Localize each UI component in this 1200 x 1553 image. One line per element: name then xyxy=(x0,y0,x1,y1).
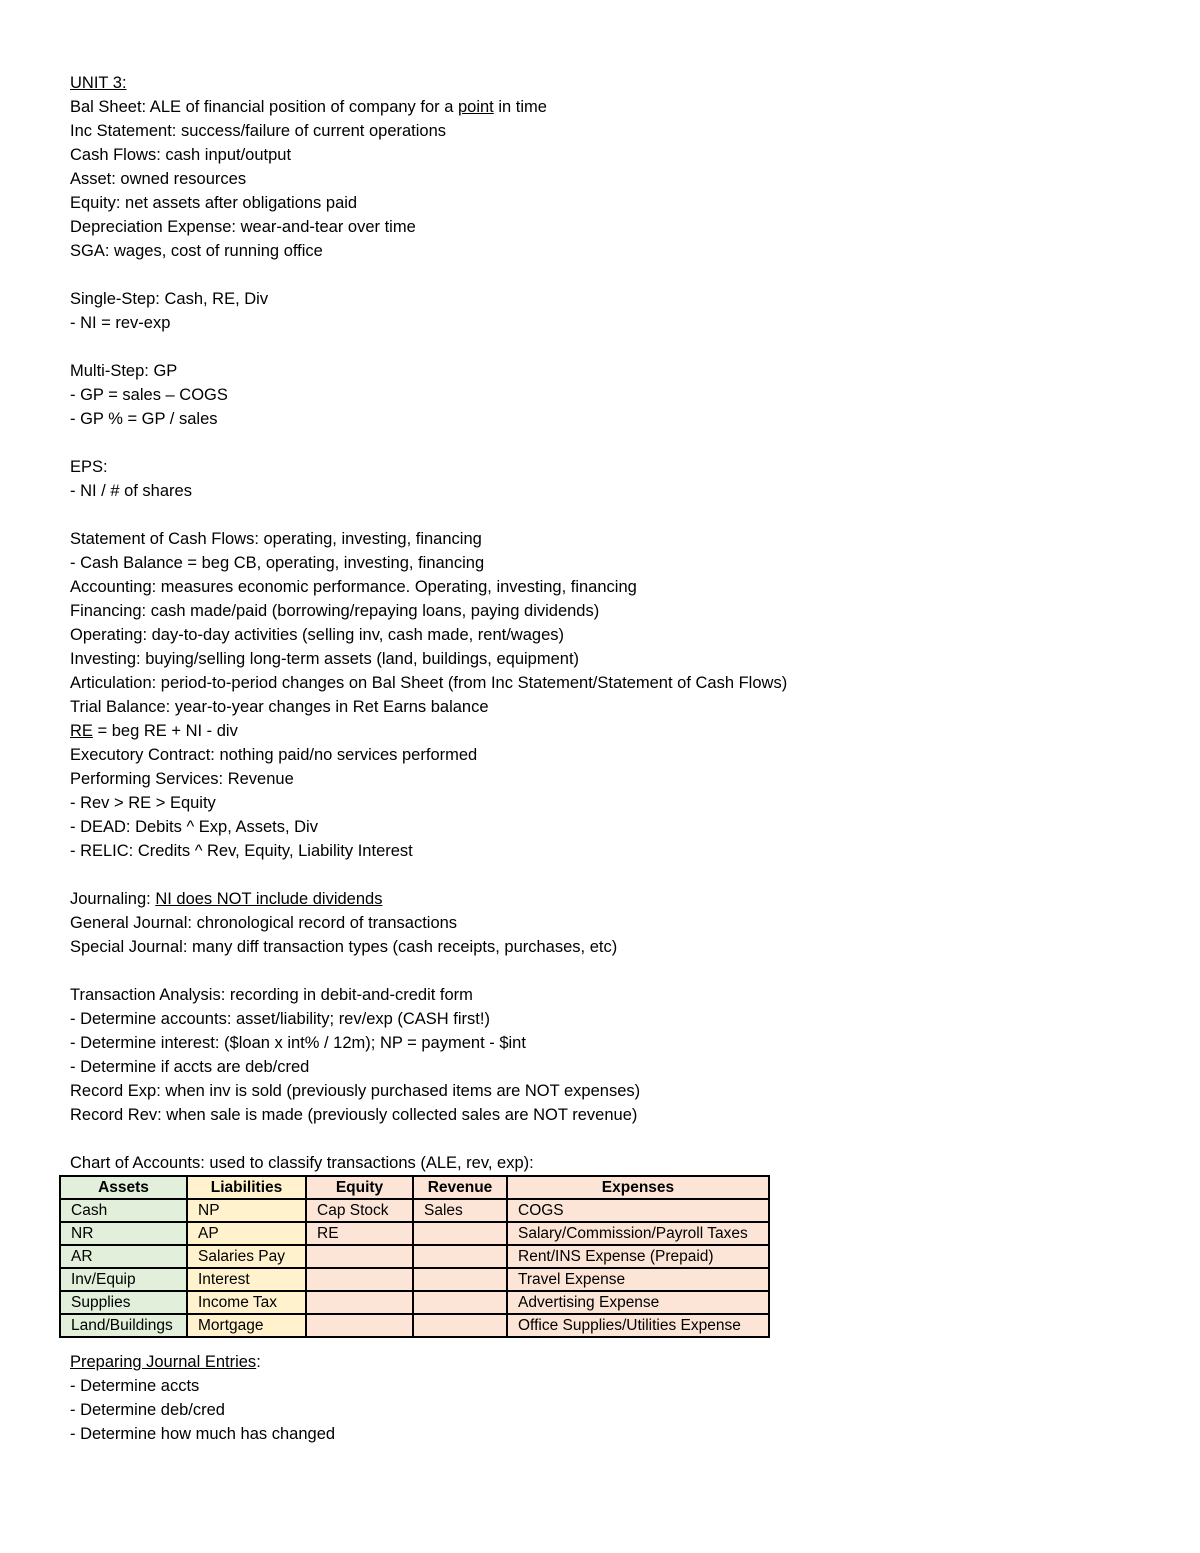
spacer xyxy=(70,431,1130,455)
bal-sheet-post: in time xyxy=(493,98,547,116)
header-assets: Assets xyxy=(60,1176,187,1199)
table-cell: Advertising Expense xyxy=(507,1291,769,1314)
table-cell xyxy=(413,1291,507,1314)
spacer xyxy=(70,335,1130,359)
bal-sheet-underline: point xyxy=(457,98,494,116)
table-cell: RE xyxy=(306,1222,413,1245)
journaling-line xyxy=(70,887,1130,911)
table-cell: Inv/Equip xyxy=(60,1268,187,1291)
note-line: - GP = sales – COGS xyxy=(70,386,228,404)
table-cell: Supplies xyxy=(60,1291,187,1314)
table-cell: Salaries Pay xyxy=(187,1245,306,1268)
spacer xyxy=(70,863,1130,887)
table-cell: NP xyxy=(187,1199,306,1222)
note-line: Trial Balance: year-to-year changes in Ret Earns balance xyxy=(70,698,489,716)
table-cell: Rent/INS Expense (Prepaid) xyxy=(507,1245,769,1268)
note-line: - Determine deb/cred xyxy=(70,1401,225,1419)
note-line: Inc Statement: success/failure of current operations xyxy=(70,122,447,140)
table-cell xyxy=(413,1314,507,1337)
table-cell xyxy=(413,1268,507,1291)
header-equity: Equity xyxy=(306,1176,413,1199)
re-formula: = beg RE + NI - div xyxy=(92,722,238,740)
note-line: - Determine interest: ($loan x int% / 12m); NP = payment - $int xyxy=(70,1034,526,1052)
table-cell xyxy=(413,1222,507,1245)
re-formula-line xyxy=(70,719,1130,743)
note-line: - NI = rev-exp xyxy=(70,314,171,332)
multi-step-heading: Multi-Step: GP xyxy=(70,362,178,380)
note-line: Operating: day-to-day activities (selling inv, cash made, rent/wages) xyxy=(70,626,565,644)
bal-sheet-pre: Bal Sheet: ALE of financial position of company for a xyxy=(70,98,458,116)
note-line: - Rev > RE > Equity xyxy=(70,794,216,812)
table-row xyxy=(60,1291,769,1314)
note-line: Special Journal: many diff transaction types (cash receipts, purchases, etc) xyxy=(70,938,618,956)
note-line: SGA: wages, cost of running office xyxy=(70,242,323,260)
table-cell: Travel Expense xyxy=(507,1268,769,1291)
chart-of-accounts-table xyxy=(59,1175,770,1338)
note-line: - Determine accounts: asset/liability; rev/exp (CASH first!) xyxy=(70,1010,490,1028)
table-row xyxy=(60,1268,769,1291)
note-line: Transaction Analysis: recording in debit-and-credit form xyxy=(70,986,473,1004)
bal-sheet-line xyxy=(70,95,1130,119)
table-cell: Land/Buildings xyxy=(60,1314,187,1337)
header-liabilities: Liabilities xyxy=(187,1176,306,1199)
table-header-row xyxy=(60,1176,769,1199)
spacer xyxy=(70,959,1130,983)
unit-title xyxy=(70,71,1130,95)
preparing-title: Preparing Journal Entries xyxy=(70,1353,257,1371)
preparing-colon: : xyxy=(256,1353,261,1371)
preparing-section xyxy=(70,1350,1130,1446)
table-cell: Office Supplies/Utilities Expense xyxy=(507,1314,769,1337)
table-row xyxy=(60,1199,769,1222)
note-line: Cash Flows: cash input/output xyxy=(70,146,292,164)
chart-of-accounts-title: Chart of Accounts: used to classify transactions (ALE, rev, exp): xyxy=(70,1154,534,1172)
journaling-pre: Journaling: xyxy=(70,890,156,908)
journaling-underline: NI does NOT include dividends xyxy=(155,890,383,908)
table-cell: AP xyxy=(187,1222,306,1245)
table-cell: Cap Stock xyxy=(306,1199,413,1222)
note-line: - NI / # of shares xyxy=(70,482,192,500)
note-line: Articulation: period-to-period changes on Bal Sheet (from Inc Statement/Statement of Cash Flows) xyxy=(70,674,788,692)
table-cell xyxy=(306,1314,413,1337)
note-line: - Cash Balance = beg CB, operating, investing, financing xyxy=(70,554,485,572)
note-line: Accounting: measures economic performance. Operating, investing, financing xyxy=(70,578,637,596)
table-cell xyxy=(306,1268,413,1291)
single-step-heading: Single-Step: Cash, RE, Div xyxy=(70,290,269,308)
note-line: Executory Contract: nothing paid/no services performed xyxy=(70,746,478,764)
table-cell: NR xyxy=(60,1222,187,1245)
unit-title-text: UNIT 3: xyxy=(70,74,127,92)
note-line: Record Exp: when inv is sold (previously purchased items are NOT expenses) xyxy=(70,1082,641,1100)
table-row xyxy=(60,1222,769,1245)
spacer xyxy=(70,263,1130,287)
table-cell: Salary/Commission/Payroll Taxes xyxy=(507,1222,769,1245)
eps-heading: EPS: xyxy=(70,458,108,476)
notes-document xyxy=(70,71,1130,1446)
note-line: Equity: net assets after obligations paid xyxy=(70,194,358,212)
table-cell: Mortgage xyxy=(187,1314,306,1337)
note-line: - Determine how much has changed xyxy=(70,1425,336,1443)
note-line: Performing Services: Revenue xyxy=(70,770,294,788)
note-line: - RELIC: Credits ^ Rev, Equity, Liability Interest xyxy=(70,842,413,860)
note-line: - DEAD: Debits ^ Exp, Assets, Div xyxy=(70,818,318,836)
note-line: - Determine if accts are deb/cred xyxy=(70,1058,310,1076)
note-line: General Journal: chronological record of transactions xyxy=(70,914,458,932)
table-row xyxy=(60,1314,769,1337)
note-line: Statement of Cash Flows: operating, investing, financing xyxy=(70,530,482,548)
table-row xyxy=(60,1245,769,1268)
table-cell: Interest xyxy=(187,1268,306,1291)
header-revenue: Revenue xyxy=(413,1176,507,1199)
note-line: Asset: owned resources xyxy=(70,170,247,188)
note-line: Financing: cash made/paid (borrowing/repaying loans, paying dividends) xyxy=(70,602,600,620)
table-cell xyxy=(306,1291,413,1314)
table-cell xyxy=(306,1245,413,1268)
note-line: Investing: buying/selling long-term assets (land, buildings, equipment) xyxy=(70,650,580,668)
note-line: Record Rev: when sale is made (previously collected sales are NOT revenue) xyxy=(70,1106,638,1124)
table-cell: COGS xyxy=(507,1199,769,1222)
re-underline: RE xyxy=(70,722,93,740)
spacer xyxy=(70,503,1130,527)
note-line: - GP % = GP / sales xyxy=(70,410,218,428)
preparing-heading xyxy=(70,1350,1130,1374)
table-cell: AR xyxy=(60,1245,187,1268)
table-cell: Sales xyxy=(413,1199,507,1222)
table-cell: Income Tax xyxy=(187,1291,306,1314)
note-line: Depreciation Expense: wear-and-tear over time xyxy=(70,218,416,236)
note-line: - Determine accts xyxy=(70,1377,200,1395)
spacer xyxy=(70,1127,1130,1151)
table-cell: Cash xyxy=(60,1199,187,1222)
table-cell xyxy=(413,1245,507,1268)
header-expenses: Expenses xyxy=(507,1176,769,1199)
